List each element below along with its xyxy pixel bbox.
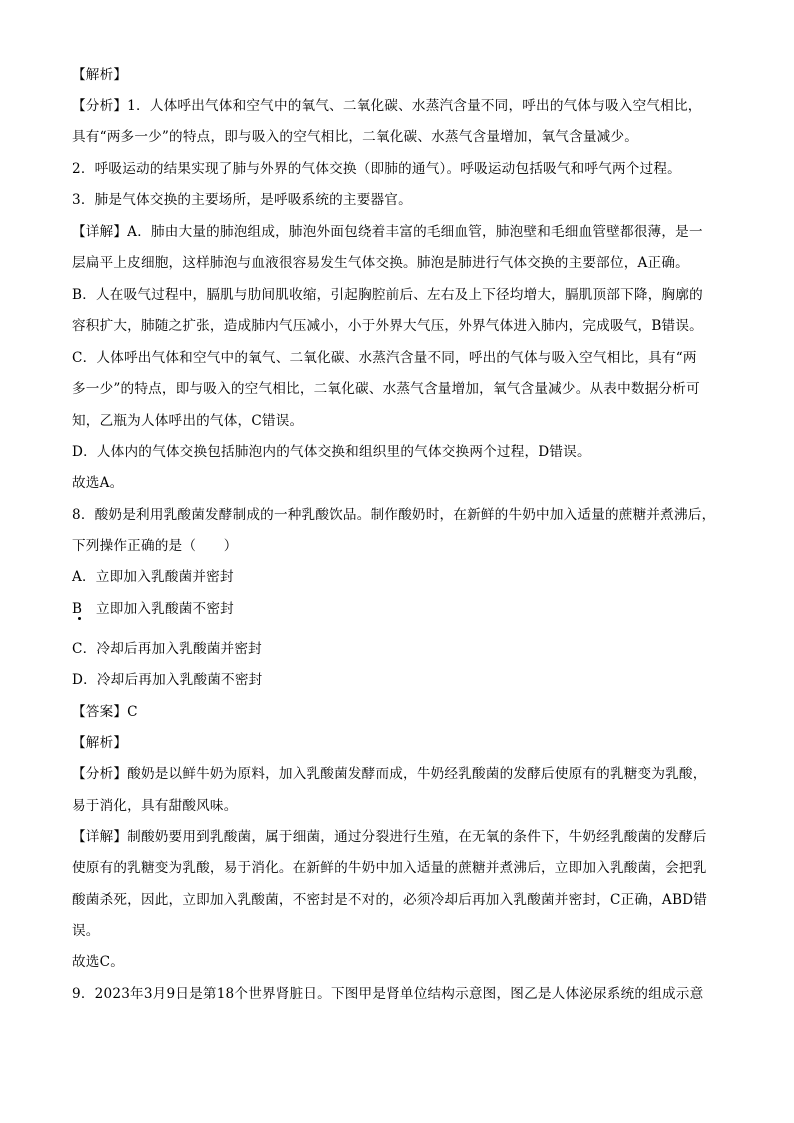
analysis-point-3: 3．肺是气体交换的主要场所，是呼吸系统的主要器官。 <box>72 192 412 208</box>
question-8-stem: 下列操作正确的是（ ） <box>72 538 238 554</box>
stray-dot-mark <box>78 617 81 620</box>
explanation-text-line: 酸菌杀死，因此，立即加入乳酸菌，不密封是不对的，必须冷却后再加入乳酸菌并密封，C正确，ABD错 <box>72 892 708 908</box>
analysis-text-line: 【分析】1．人体呼出气体和空气中的氧气、二氧化碳、水蒸汽含量不同，呼出的气体与吸入空气相比， <box>72 98 702 114</box>
answer-label: 【答案】C <box>72 704 138 720</box>
explanation-option-c: C．人体呼出气体和空气中的氧气、二氧化碳、水蒸汽含量不同，呼出的气体与吸入空气相比，具有“两 <box>72 350 697 366</box>
answer-choice: 故选A。 <box>72 475 124 491</box>
option-c: C．冷却后再加入乳酸菌并密封 <box>72 641 262 657</box>
option-a: A．立即加入乳酸菌并密封 <box>72 569 234 585</box>
section-heading-analysis: 【解析】 <box>72 735 128 751</box>
explanation-text-line: 知，乙瓶为人体呼出的气体，C错误。 <box>72 413 304 429</box>
question-9-stem: 9．2023年3月9日是第18个世界肾脏日。下图甲是肾单位结构示意图，图乙是人体泌尿系统的组成示意 <box>72 986 704 1002</box>
explanation-option-b: B．人在吸气过程中，膈肌与肋间肌收缩，引起胸腔前后、左右及上下径均增大，膈肌顶部下降，胸廓的 <box>72 287 703 303</box>
analysis-point-2: 2．呼吸运动的结果实现了肺与外界的气体交换（即肺的通气）。呼吸运动包括吸气和呼气两个过程。 <box>72 161 681 177</box>
analysis-text-line: 易于消化，具有甜酸风味。 <box>72 798 238 814</box>
explanation-text-line: 使原有的乳糖变为乳酸，易于消化。在新鲜的牛奶中加入适量的蔗糖并煮沸后，立即加入乳酸菌，会把乳 <box>72 860 707 876</box>
explanation-text-line: 误。 <box>72 923 100 939</box>
explanation-text-line: 多一少”的特点，即与吸入的空气相比，二氧化碳、水蒸气含量增加，氧气含量减少。从表中数据分析可 <box>72 381 700 397</box>
explanation-text-line: 【详解】制酸奶要用到乳酸菌，属于细菌，通过分裂进行生殖，在无氧的条件下，牛奶经乳酸菌的发酵后 <box>72 829 707 845</box>
answer-choice: 故选C。 <box>72 954 124 970</box>
explanation-text-line: 容积扩大，肺随之扩张，造成肺内气压减小，小于外界大气压，外界气体进入肺内，完成吸气，B错误。 <box>72 318 703 334</box>
option-d: D．冷却后再加入乳酸菌不密封 <box>72 672 263 688</box>
explanation-text-line: 层扁平上皮细胞，这样肺泡与血液很容易发生气体交换。肺泡是肺进行气体交换的主要部位，A正确。 <box>72 255 689 271</box>
explanation-option-a: 【详解】A．肺由大量的肺泡组成，肺泡外面包绕着丰富的毛细血管，肺泡壁和毛细血管壁都很薄，是一 <box>72 224 703 240</box>
option-b: B 立即加入乳酸菌不密封 <box>72 601 234 617</box>
explanation-option-d: D．人体内的气体交换包括肺泡内的气体交换和组织里的气体交换两个过程，D错误。 <box>72 444 591 460</box>
question-8-stem: 8．酸奶是利用乳酸菌发酵制成的一种乳酸饮品。制作酸奶时，在新鲜的牛奶中加入适量的蔗糖并煮沸后， <box>72 507 716 523</box>
analysis-text-line: 【分析】酸奶是以鲜牛奶为原料，加入乳酸菌发酵而成，牛奶经乳酸菌的发酵后使原有的乳糖变为乳酸， <box>72 766 707 782</box>
section-heading-analysis: 【解析】 <box>72 67 128 83</box>
analysis-text-line: 具有“两多一少”的特点，即与吸入的空气相比，二氧化碳、水蒸气含量增加，氧气含量减少。 <box>72 129 639 145</box>
